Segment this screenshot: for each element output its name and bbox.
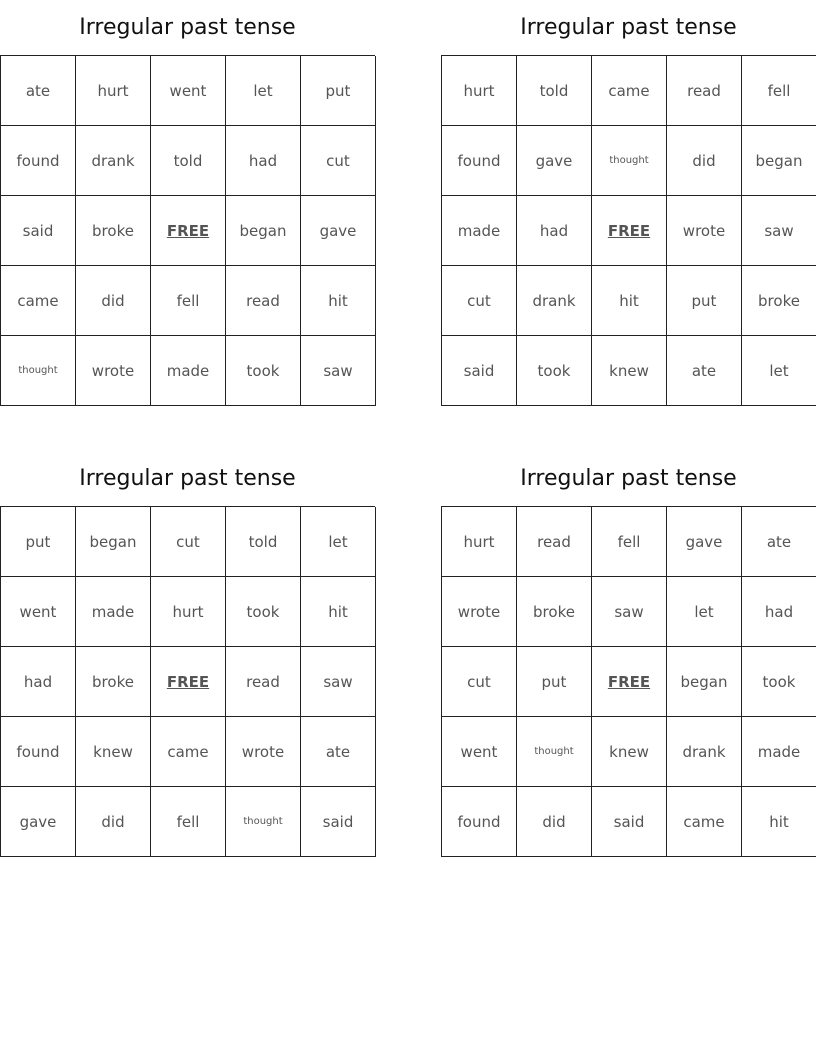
bingo-cell: cut xyxy=(442,647,517,717)
bingo-grid xyxy=(0,55,375,406)
bingo-grid xyxy=(441,506,816,857)
bingo-cell: drank xyxy=(667,717,742,787)
bingo-cell: put xyxy=(667,266,742,336)
bingo-card-3 xyxy=(0,451,375,857)
bingo-cell: cut xyxy=(151,507,226,577)
bingo-cell: put xyxy=(1,507,76,577)
bingo-cell: took xyxy=(517,336,592,406)
bingo-cell: found xyxy=(442,126,517,196)
bingo-cell: broke xyxy=(76,647,151,717)
bingo-cell: hurt xyxy=(76,56,151,126)
bingo-cell: wrote xyxy=(667,196,742,266)
bingo-cell: hit xyxy=(301,577,376,647)
free-space-cell: FREE xyxy=(151,647,226,717)
bingo-cell: broke xyxy=(742,266,816,336)
bingo-cell: had xyxy=(517,196,592,266)
bingo-cell: wrote xyxy=(226,717,301,787)
bingo-cell: began xyxy=(742,126,816,196)
bingo-cell: did xyxy=(76,266,151,336)
free-space-cell: FREE xyxy=(592,647,667,717)
bingo-cell: knew xyxy=(592,717,667,787)
bingo-cell: put xyxy=(517,647,592,717)
bingo-cell: hurt xyxy=(151,577,226,647)
bingo-cell: wrote xyxy=(442,577,517,647)
bingo-cell: ate xyxy=(301,717,376,787)
bingo-cell: came xyxy=(1,266,76,336)
bingo-cell: saw xyxy=(592,577,667,647)
bingo-cell: ate xyxy=(742,507,816,577)
bingo-cell: went xyxy=(1,577,76,647)
bingo-cell: read xyxy=(667,56,742,126)
bingo-cell: let xyxy=(301,507,376,577)
bingo-cell: let xyxy=(742,336,816,406)
bingo-cell: cut xyxy=(301,126,376,196)
bingo-cell: made xyxy=(442,196,517,266)
bingo-cell: did xyxy=(76,787,151,857)
bingo-cell: fell xyxy=(151,787,226,857)
bingo-cell: fell xyxy=(592,507,667,577)
bingo-cell: made xyxy=(76,577,151,647)
bingo-cell: had xyxy=(226,126,301,196)
bingo-cell: made xyxy=(151,336,226,406)
card-title: Irregular past tense xyxy=(79,15,296,40)
bingo-cell: hurt xyxy=(442,507,517,577)
bingo-cell: began xyxy=(667,647,742,717)
bingo-cell: read xyxy=(517,507,592,577)
bingo-cell: hurt xyxy=(442,56,517,126)
bingo-cell: came xyxy=(151,717,226,787)
bingo-cell: began xyxy=(226,196,301,266)
bingo-cell: thought xyxy=(226,787,301,857)
bingo-cell: ate xyxy=(667,336,742,406)
free-space-cell: FREE xyxy=(151,196,226,266)
bingo-cell: took xyxy=(226,577,301,647)
bingo-cell: put xyxy=(301,56,376,126)
card-title: Irregular past tense xyxy=(79,466,296,491)
bingo-cell: told xyxy=(226,507,301,577)
bingo-cell: said xyxy=(592,787,667,857)
bingo-cell: had xyxy=(742,577,816,647)
bingo-cell: went xyxy=(442,717,517,787)
bingo-cell: went xyxy=(151,56,226,126)
bingo-card-1 xyxy=(0,0,375,406)
bingo-grid xyxy=(441,55,816,406)
bingo-cell: cut xyxy=(442,266,517,336)
bingo-cell: did xyxy=(667,126,742,196)
bingo-cell: thought xyxy=(517,717,592,787)
bingo-cell: hit xyxy=(301,266,376,336)
bingo-cell: saw xyxy=(301,336,376,406)
bingo-grid xyxy=(0,506,375,857)
bingo-cell: came xyxy=(667,787,742,857)
bingo-cell: read xyxy=(226,266,301,336)
bingo-cell: let xyxy=(667,577,742,647)
card-title: Irregular past tense xyxy=(520,15,737,40)
bingo-cell: took xyxy=(226,336,301,406)
bingo-cell: gave xyxy=(1,787,76,857)
bingo-cell: fell xyxy=(151,266,226,336)
bingo-cell: drank xyxy=(76,126,151,196)
bingo-cell: saw xyxy=(301,647,376,717)
bingo-cell: hit xyxy=(742,787,816,857)
bingo-cell: knew xyxy=(76,717,151,787)
bingo-cell: made xyxy=(742,717,816,787)
bingo-cell: saw xyxy=(742,196,816,266)
bingo-cell: gave xyxy=(517,126,592,196)
bingo-cell: thought xyxy=(592,126,667,196)
bingo-cell: found xyxy=(1,717,76,787)
bingo-cell: fell xyxy=(742,56,816,126)
card-title: Irregular past tense xyxy=(520,466,737,491)
free-space-cell: FREE xyxy=(592,196,667,266)
bingo-cell: did xyxy=(517,787,592,857)
bingo-cell: drank xyxy=(517,266,592,336)
bingo-cell: broke xyxy=(76,196,151,266)
bingo-cell: knew xyxy=(592,336,667,406)
bingo-cell: said xyxy=(1,196,76,266)
bingo-cell: found xyxy=(442,787,517,857)
bingo-cell: wrote xyxy=(76,336,151,406)
bingo-cell: gave xyxy=(667,507,742,577)
bingo-cell: told xyxy=(517,56,592,126)
bingo-cell: had xyxy=(1,647,76,717)
bingo-cell: broke xyxy=(517,577,592,647)
bingo-card-2 xyxy=(441,0,816,406)
bingo-cell: ate xyxy=(1,56,76,126)
bingo-cell: began xyxy=(76,507,151,577)
bingo-cell: found xyxy=(1,126,76,196)
bingo-cell: came xyxy=(592,56,667,126)
bingo-cell: read xyxy=(226,647,301,717)
bingo-cell: took xyxy=(742,647,816,717)
bingo-card-4 xyxy=(441,451,816,857)
bingo-cell: gave xyxy=(301,196,376,266)
bingo-cell: told xyxy=(151,126,226,196)
bingo-cell: thought xyxy=(1,336,76,406)
bingo-cell: let xyxy=(226,56,301,126)
bingo-cell: said xyxy=(442,336,517,406)
bingo-cell: hit xyxy=(592,266,667,336)
bingo-cell: said xyxy=(301,787,376,857)
